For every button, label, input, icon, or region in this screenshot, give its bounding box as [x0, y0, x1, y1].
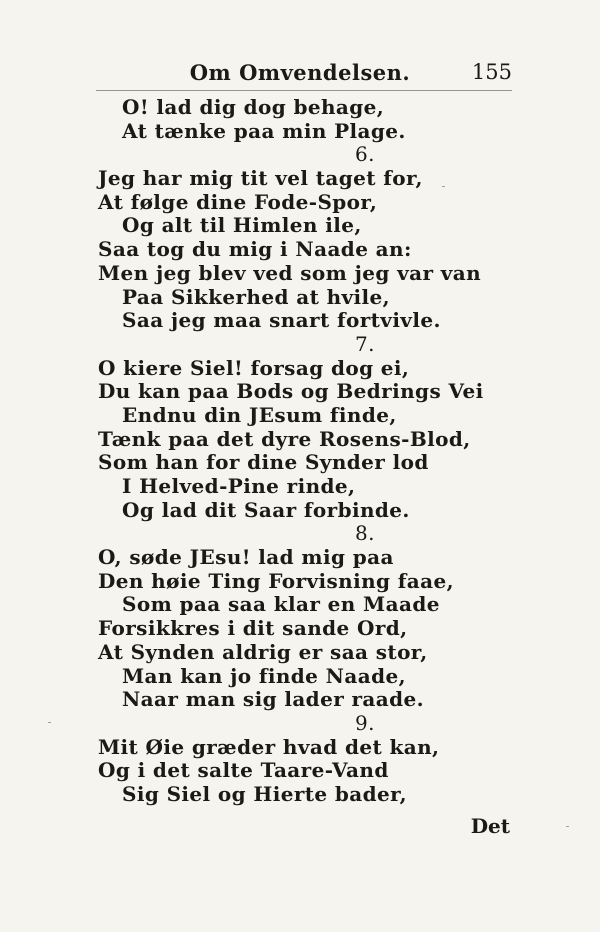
page-number: 155: [471, 60, 512, 84]
catchword: Det: [470, 814, 510, 838]
verse-line: Og lad dit Saar forbinde.: [122, 497, 410, 522]
verse-line: Som paa saa klar en Maade: [122, 592, 440, 617]
verse-line: Paa Sikkerhed at hvile,: [122, 284, 391, 309]
verse-line: Naar man sig lader raade.: [122, 687, 425, 712]
verse-line: Som han for dine Synder lod: [98, 450, 429, 475]
verse-line: Den høie Ting Forvisning faae,: [98, 568, 455, 593]
stanza-number: 8.: [355, 521, 375, 546]
paper-speck: [48, 722, 51, 723]
paper-speck: [566, 826, 569, 827]
verse-line: Jeg har mig tit vel taget for,: [98, 166, 423, 191]
verse-line: At følge dine Fode-Spor,: [98, 189, 378, 214]
paper-speck: [442, 186, 445, 187]
verse-line: Du kan paa Bods og Bedrings Vei: [98, 379, 484, 404]
verse-line: Men jeg blev ved som jeg var van: [98, 260, 482, 285]
running-head-title: Om Omvendelsen.: [189, 60, 411, 85]
verse-line: O, søde JEsu! lad mig paa: [98, 545, 394, 570]
verse-line: Tænk paa det dyre Rosens-Blod,: [98, 426, 471, 451]
verse-line: Mit Øie græder hvad det kan,: [98, 734, 440, 759]
verse-line: Og alt til Himlen ile,: [122, 213, 362, 238]
verse-line: Sig Siel og Hierte bader,: [122, 781, 407, 806]
stanza-number: 6.: [355, 142, 375, 167]
verse-line: Forsikkres i dit sande Ord,: [98, 616, 408, 641]
verse-line: At tænke paa min Plage.: [122, 118, 406, 143]
stanza-number: 7.: [355, 331, 375, 356]
hymn-text-block: [98, 96, 512, 807]
verse-line: I Helved-Pine rinde,: [122, 474, 356, 498]
stanza-number: 9.: [355, 710, 375, 735]
verse-line: Saa tog du mig i Naade an:: [98, 237, 412, 262]
verse-line: Saa jeg maa snart fortvivle.: [122, 308, 441, 333]
verse-line: O! lad dig dog behage,: [122, 95, 385, 119]
verse-line: Endnu din JEsum finde,: [122, 402, 397, 427]
verse-line: O kiere Siel! forsag dog ei,: [98, 355, 410, 380]
verse-line: Man kan jo finde Naade,: [122, 663, 406, 688]
verse-line: Og i det salte Taare-Vand: [98, 758, 389, 783]
verse-line: At Synden aldrig er saa stor,: [98, 639, 428, 664]
header-rule: [96, 90, 512, 91]
